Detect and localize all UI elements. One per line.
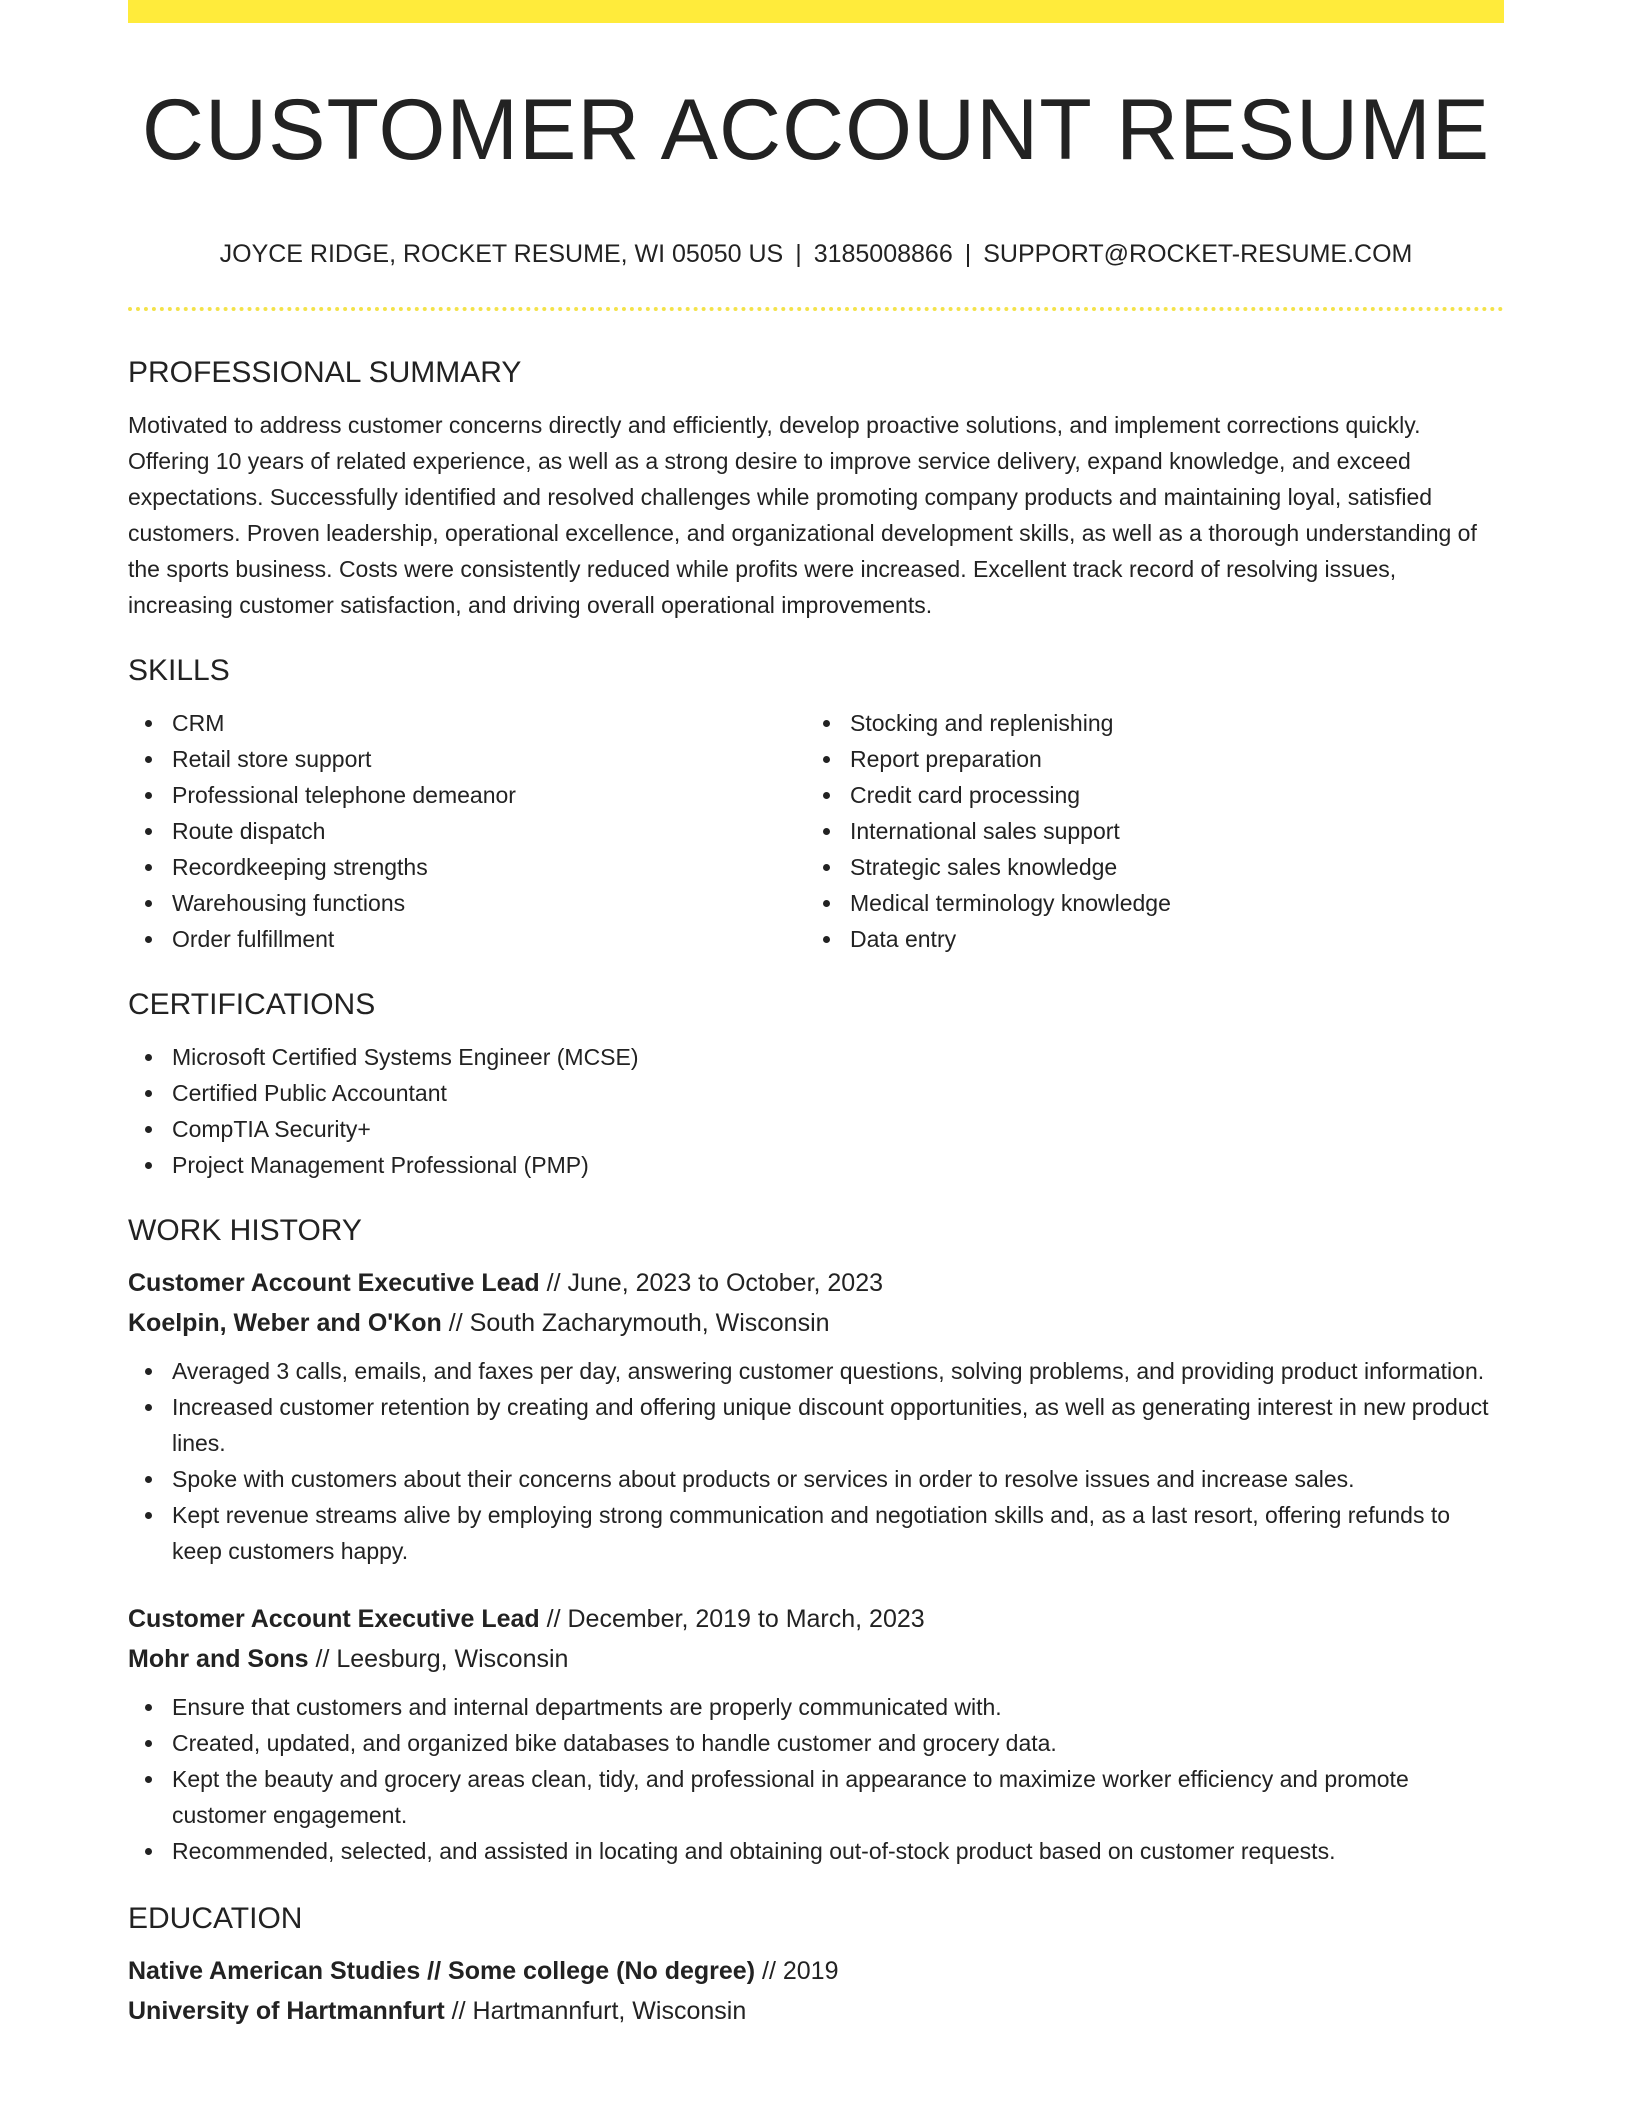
job-dates: June, 2023 to October, 2023 bbox=[567, 1269, 884, 1297]
summary-heading: PROFESSIONAL SUMMARY bbox=[128, 356, 522, 389]
job-title: Customer Account Executive Lead bbox=[128, 1605, 540, 1633]
job-bullet-list bbox=[128, 1353, 1504, 1569]
job-bullet: Increased customer retention by creating and offering unique discount opportunities, as well as generating interest in new product lines. bbox=[128, 1389, 1504, 1461]
resume-content bbox=[128, 353, 1504, 2031]
skill-item: Data entry bbox=[806, 921, 1484, 957]
job-bullet: Created, updated, and organized bike databases to handle customer and grocery data. bbox=[128, 1725, 1504, 1761]
skill-item: Professional telephone demeanor bbox=[128, 777, 806, 813]
skill-item: Credit card processing bbox=[806, 777, 1484, 813]
certification-item: Project Management Professional (PMP) bbox=[128, 1147, 1504, 1183]
certifications-heading: CERTIFICATIONS bbox=[128, 988, 376, 1021]
job-company: Koelpin, Weber and O'Kon bbox=[128, 1309, 442, 1337]
job-bullet: Kept revenue streams alive by employing strong communication and negotiation skills and, as a last resort, offering refunds to keep customers happy. bbox=[128, 1497, 1504, 1569]
separator: // bbox=[546, 1269, 561, 1297]
contact-separator: | bbox=[795, 240, 802, 268]
education-school-line bbox=[128, 1991, 1504, 2031]
certifications-list bbox=[128, 1039, 1504, 1183]
skill-item: International sales support bbox=[806, 813, 1484, 849]
separator: // bbox=[315, 1645, 330, 1673]
dotted-divider bbox=[128, 307, 1504, 311]
contact-email: SUPPORT@ROCKET-RESUME.COM bbox=[983, 240, 1413, 268]
skills-heading: SKILLS bbox=[128, 654, 230, 687]
job-bullet: Recommended, selected, and assisted in locating and obtaining out-of-stock product based on customer requests. bbox=[128, 1833, 1504, 1869]
job-bullet: Kept the beauty and grocery areas clean, tidy, and professional in appearance to maximize worker efficiency and promote customer engagement. bbox=[128, 1761, 1504, 1833]
job-title-line bbox=[128, 1599, 1504, 1639]
education-year: 2019 bbox=[782, 1957, 839, 1985]
skill-item: Warehousing functions bbox=[128, 885, 806, 921]
education-location: Hartmannfurt, Wisconsin bbox=[472, 1997, 747, 2025]
education-degree-line bbox=[128, 1951, 1504, 1991]
skill-item: Report preparation bbox=[806, 741, 1484, 777]
job-dates: December, 2019 to March, 2023 bbox=[567, 1605, 925, 1633]
contact-phone: 3185008866 bbox=[813, 240, 953, 268]
education-degree: Native American Studies // Some college (No degree) bbox=[128, 1957, 756, 1985]
education-school: University of Hartmannfurt bbox=[128, 1997, 445, 2025]
job-bullet: Averaged 3 calls, emails, and faxes per day, answering customer questions, solving problems, and providing product information. bbox=[128, 1353, 1504, 1389]
education-heading: EDUCATION bbox=[128, 1902, 303, 1935]
certification-item: CompTIA Security+ bbox=[128, 1111, 1504, 1147]
separator: // bbox=[762, 1957, 776, 1985]
job-company: Mohr and Sons bbox=[128, 1645, 309, 1673]
skill-item: Retail store support bbox=[128, 741, 806, 777]
job-title-line bbox=[128, 1263, 1504, 1303]
certification-item: Microsoft Certified Systems Engineer (MCSE) bbox=[128, 1039, 1504, 1075]
accent-bar bbox=[128, 0, 1504, 23]
job-bullet-list bbox=[128, 1689, 1504, 1869]
job-location: Leesburg, Wisconsin bbox=[336, 1645, 569, 1673]
separator: // bbox=[451, 1997, 466, 2025]
skill-item: Recordkeeping strengths bbox=[128, 849, 806, 885]
contact-address: JOYCE RIDGE, ROCKET RESUME, WI 05050 US bbox=[219, 240, 784, 268]
skill-item: CRM bbox=[128, 705, 806, 741]
contact-line bbox=[128, 236, 1504, 272]
job-company-line bbox=[128, 1303, 1504, 1343]
skill-item: Route dispatch bbox=[128, 813, 806, 849]
job-bullet: Spoke with customers about their concerns about products or services in order to resolve issues and increase sales. bbox=[128, 1461, 1504, 1497]
skills-list-left bbox=[128, 705, 806, 957]
contact-separator: | bbox=[964, 240, 972, 268]
skill-item: Medical terminology knowledge bbox=[806, 885, 1484, 921]
job-company-line bbox=[128, 1639, 1504, 1679]
summary-text: Motivated to address customer concerns directly and efficiently, develop proactive solutions, and implement corrections quickly. Offering 10 years of related experience, as well as a strong desire to improve service delivery, expand knowledge, and exceed expectations. Successfully identified and resolved challenges while promoting company products and maintaining loyal, satisfied customers. Proven leadership, operational excellence, and organizational development skills, as well as a thorough understanding of the sports business. Costs were consistently reduced while profits were increased. Excellent track record of resolving issues, increasing customer satisfaction, and driving overall operational improvements. bbox=[128, 412, 1477, 618]
certification-item: Certified Public Accountant bbox=[128, 1075, 1504, 1111]
skill-item: Order fulfillment bbox=[128, 921, 806, 957]
resume-title: CUSTOMER ACCOUNT RESUME bbox=[141, 82, 1491, 178]
skills-columns bbox=[128, 705, 1504, 957]
skill-item: Strategic sales knowledge bbox=[806, 849, 1484, 885]
skills-list-right bbox=[806, 705, 1484, 957]
work-history-heading: WORK HISTORY bbox=[128, 1214, 362, 1247]
skill-item: Stocking and replenishing bbox=[806, 705, 1484, 741]
job-bullet: Ensure that customers and internal departments are properly communicated with. bbox=[128, 1689, 1504, 1725]
job-location: South Zacharymouth, Wisconsin bbox=[469, 1309, 830, 1337]
separator: // bbox=[448, 1309, 463, 1337]
separator: // bbox=[546, 1605, 561, 1633]
job-title: Customer Account Executive Lead bbox=[128, 1269, 540, 1297]
